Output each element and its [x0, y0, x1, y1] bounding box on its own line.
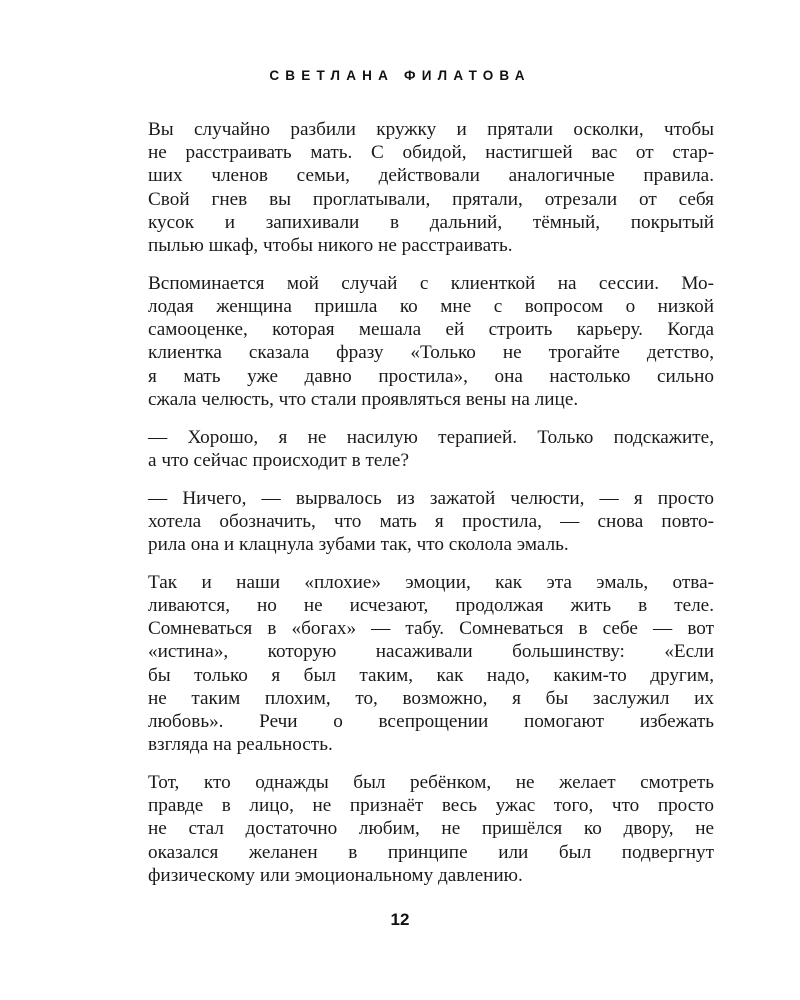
- text-line: пылью шкаф, чтобы никого не расстраивать.: [148, 235, 513, 257]
- text-line: Тот, кто однажды был ребёнком, не желает смотреть: [148, 772, 714, 794]
- text-line: оказался желанен в принципе или был подвергнут: [148, 841, 714, 863]
- text-line: клиентка сказала фразу «Только не трогайте детство,: [148, 342, 714, 364]
- text-line: правде в лицо, не признаёт весь ужас того, что просто: [148, 795, 714, 817]
- text-line: любовь». Речи о всепрощении помогают избежать: [148, 711, 714, 733]
- text-line: а что сейчас происходит в теле?: [148, 449, 409, 471]
- text-line: Вспоминается мой случай с клиенткой на сессии. Мо-: [148, 272, 714, 294]
- text-line: Сомневаться в «богах» — табу. Сомневаться в себе — вот: [148, 618, 714, 640]
- text-line: лодая женщина пришла ко мне с вопросом о низкой: [148, 296, 714, 318]
- paragraph-1: [148, 118, 714, 257]
- text-line: не стал достаточно любим, не пришёлся ко двору, не: [148, 818, 714, 840]
- paragraph-4: [148, 487, 714, 557]
- text-line: кусок и запихивали в дальний, тёмный, покрытый: [148, 211, 714, 233]
- text-line: сжала челюсть, что стали проявляться вены на лице.: [148, 388, 579, 410]
- text-line: — Ничего, — вырвалось из зажатой челюсти, — я просто: [148, 487, 714, 509]
- text-line: — Хорошо, я не насилую терапией. Только подскажите,: [148, 426, 714, 448]
- text-line: Так и наши «плохие» эмоции, как эта эмаль, отва-: [148, 571, 714, 593]
- text-line: ших членов семьи, действовали аналогичные правила.: [148, 165, 714, 187]
- text-line: я мать уже давно простила», она настолько сильно: [148, 365, 714, 387]
- page-number: 12: [390, 910, 410, 929]
- running-head-author: СВЕТЛАНА ФИЛАТОВА: [269, 68, 531, 83]
- text-line: Вы случайно разбили кружку и прятали осколки, чтобы: [148, 119, 714, 140]
- text-line: «истина», которую насаживали большинству: «Если: [148, 641, 714, 663]
- text-line: хотела обозначить, что мать я простила, — снова повто-: [148, 510, 714, 532]
- paragraph-6: [148, 771, 714, 887]
- text-line: Свой гнев вы проглатывали, прятали, отрезали от себя: [148, 188, 714, 210]
- text-line: бы только я был таким, как надо, каким-то другим,: [148, 664, 714, 686]
- paragraph-2: [148, 272, 714, 411]
- text-line: не таким плохим, то, возможно, я бы заслужил их: [148, 687, 714, 709]
- paragraph-3: [148, 426, 714, 472]
- body-text: [148, 118, 714, 902]
- text-line: ливаются, но не исчезают, продолжая жить в теле.: [148, 595, 714, 617]
- text-line: не расстраивать мать. С обидой, настигшей вас от стар-: [148, 142, 714, 164]
- text-line: взгляда на реальность.: [148, 734, 333, 756]
- text-line: физическому или эмоциональному давлению.: [148, 864, 523, 886]
- text-line: рила она и клацнула зубами так, что сколола эмаль.: [148, 534, 569, 556]
- text-line: самооценке, которая мешала ей строить карьеру. Когда: [148, 319, 714, 341]
- paragraph-5: [148, 571, 714, 757]
